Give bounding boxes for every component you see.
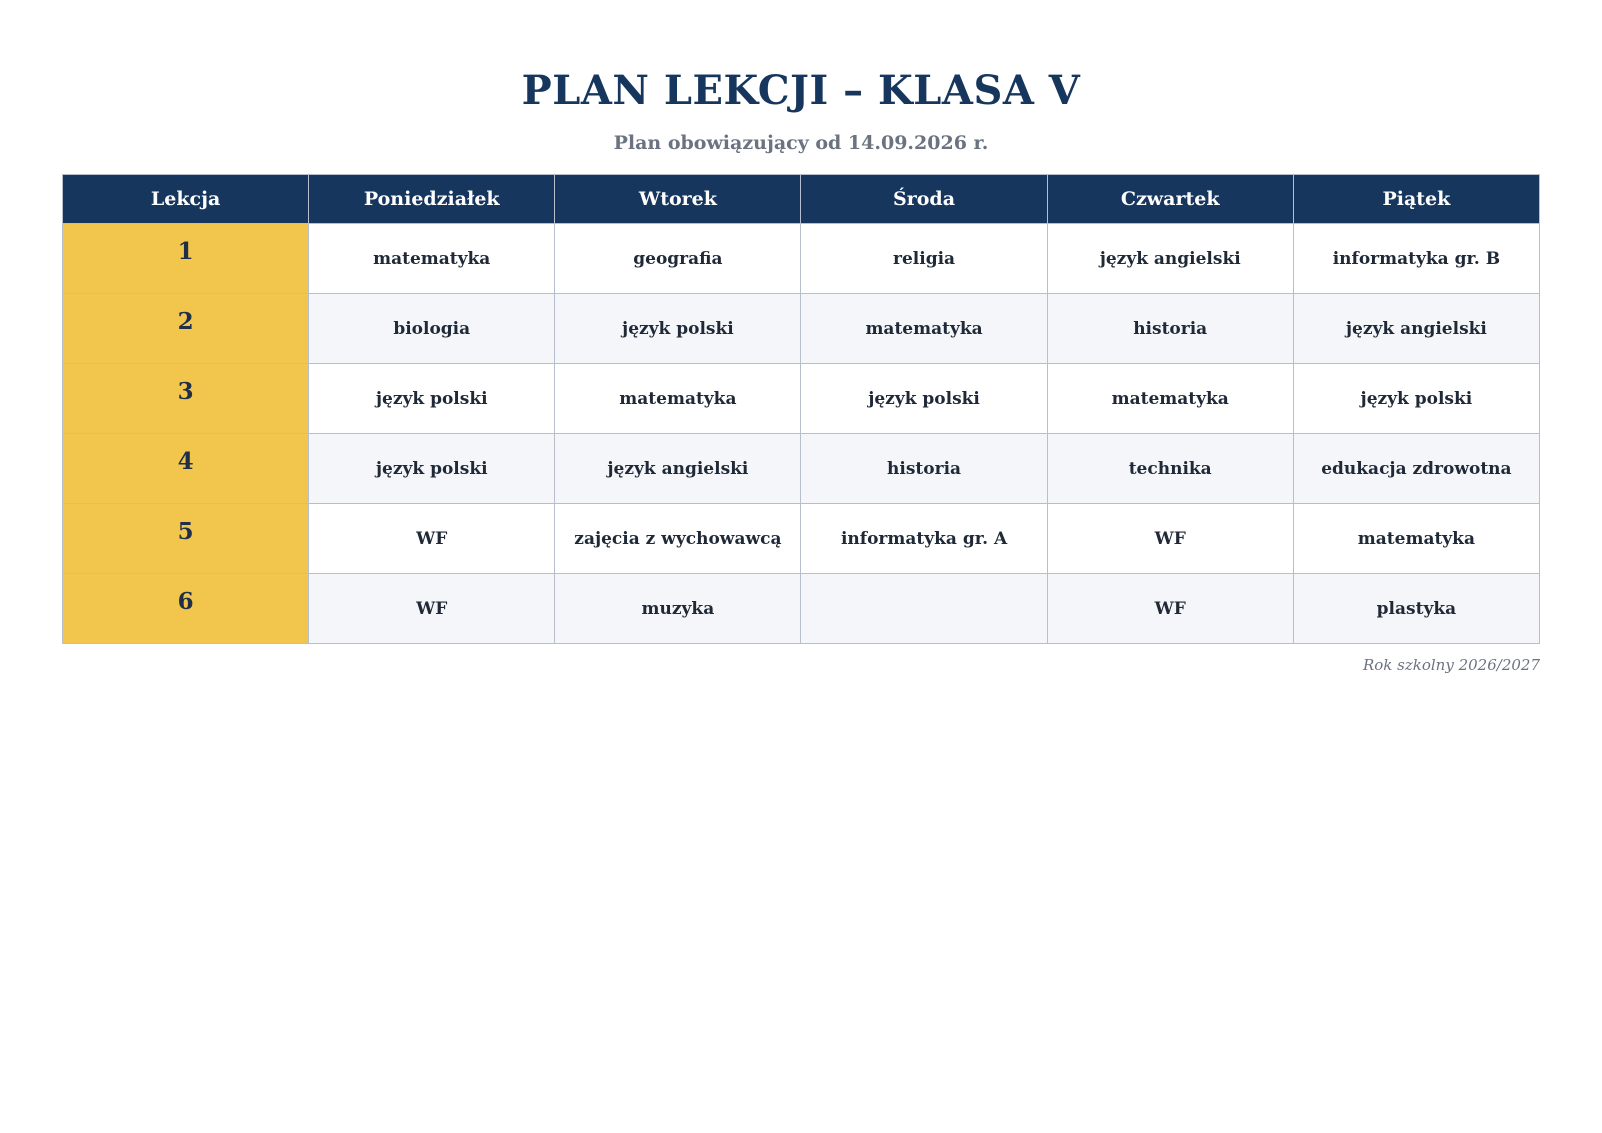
subject-cell: muzyka <box>555 574 801 644</box>
subject-cell: język polski <box>309 434 555 504</box>
subject-cell: historia <box>801 434 1047 504</box>
page-subtitle: Plan obowiązujący od 14.09.2026 r. <box>613 132 989 154</box>
subject-cell: język polski <box>1293 364 1539 434</box>
subject-cell: edukacja zdrowotna <box>1293 434 1539 504</box>
subject-cell: religia <box>801 224 1047 294</box>
subject-cell: język polski <box>309 364 555 434</box>
subject-cell: matematyka <box>555 364 801 434</box>
subject-cell: język angielski <box>1047 224 1293 294</box>
lesson-number: 3 <box>63 364 309 434</box>
schedule-table <box>62 174 1540 644</box>
subject-cell: WF <box>1047 504 1293 574</box>
subject-cell: historia <box>1047 294 1293 364</box>
header-tuesday: Wtorek <box>555 175 801 224</box>
lesson-number: 2 <box>63 294 309 364</box>
lesson-number: 5 <box>63 504 309 574</box>
subject-cell: informatyka gr. A <box>801 504 1047 574</box>
subject-cell: WF <box>309 504 555 574</box>
subject-cell: technika <box>1047 434 1293 504</box>
table-row <box>63 294 1540 364</box>
subject-cell: język angielski <box>555 434 801 504</box>
table-row <box>63 364 1540 434</box>
subject-cell: WF <box>309 574 555 644</box>
table-row <box>63 224 1540 294</box>
subject-cell: matematyka <box>1293 504 1539 574</box>
schedule-page <box>62 0 1540 674</box>
header-friday: Piątek <box>1293 175 1539 224</box>
subject-cell: matematyka <box>309 224 555 294</box>
header-monday: Poniedziałek <box>309 175 555 224</box>
subject-cell: matematyka <box>801 294 1047 364</box>
subject-cell: WF <box>1047 574 1293 644</box>
lesson-number: 6 <box>63 574 309 644</box>
subject-cell: język polski <box>555 294 801 364</box>
table-row <box>63 574 1540 644</box>
table-header-row <box>63 175 1540 224</box>
subject-cell: plastyka <box>1293 574 1539 644</box>
subject-cell: biologia <box>309 294 555 364</box>
subject-cell: język polski <box>801 364 1047 434</box>
lesson-number: 4 <box>63 434 309 504</box>
table-row <box>63 434 1540 504</box>
header-lesson: Lekcja <box>63 175 309 224</box>
lesson-number: 1 <box>63 224 309 294</box>
table-row <box>63 504 1540 574</box>
subject-cell <box>801 574 1047 644</box>
subject-cell: matematyka <box>1047 364 1293 434</box>
subject-cell: zajęcia z wychowawcą <box>555 504 801 574</box>
header-thursday: Czwartek <box>1047 175 1293 224</box>
header-wednesday: Środa <box>801 175 1047 224</box>
page-title: PLAN LEKCJI – KLASA V <box>521 67 1081 114</box>
subject-cell: język angielski <box>1293 294 1539 364</box>
school-year-note: Rok szkolny 2026/2027 <box>1362 656 1540 674</box>
subject-cell: informatyka gr. B <box>1293 224 1539 294</box>
subject-cell: geografia <box>555 224 801 294</box>
